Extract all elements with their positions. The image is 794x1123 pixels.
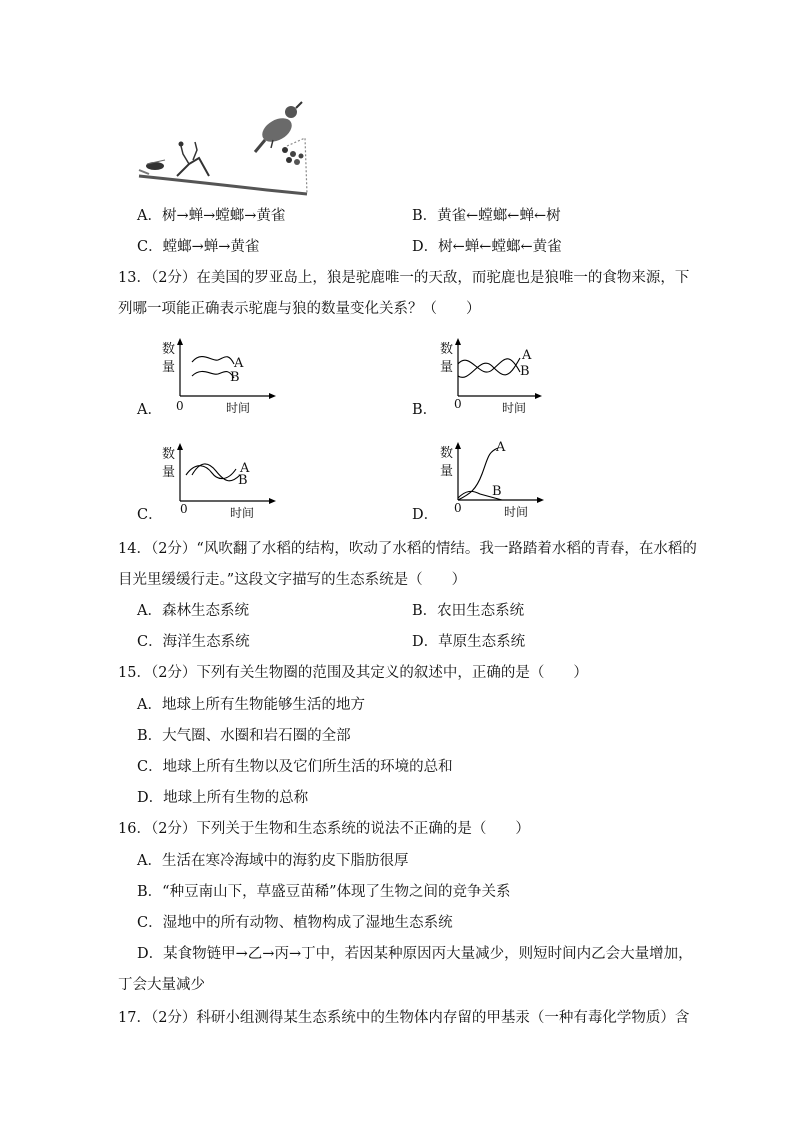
- graph-d-letter: D．: [412, 507, 439, 523]
- option-b: B．黄雀←螳螂←蝉←树: [412, 208, 561, 224]
- graph-b-x-label: 时间: [502, 401, 527, 415]
- graph-a: [158, 336, 278, 416]
- graph-c-origin: 0: [180, 502, 188, 516]
- graph-b-y-label-1: 数: [440, 342, 454, 357]
- graph-c-series-a: A: [240, 461, 250, 476]
- graph-d-series-b: B: [492, 484, 502, 499]
- graph-a-y-label-1: 数: [162, 342, 176, 357]
- option-c: C．螳螂→蝉→黄雀: [137, 239, 260, 255]
- q15-option-c: C．地球上所有生物以及它们所生活的环境的总和: [137, 759, 453, 775]
- q16-option-d: D．某食物链甲→乙→丙→丁中，若因某种原因丙大量减少，则短时间内乙会大量增加，: [137, 946, 693, 962]
- food-chain-illustration: [137, 98, 309, 196]
- q14-option-b: B．农田生态系统: [412, 603, 525, 619]
- q14-option-a: A．森林生态系统: [137, 603, 249, 619]
- graph-a-series-b: B: [230, 370, 240, 385]
- q15-option-d: D．地球上所有生物的总称: [137, 790, 309, 806]
- q16-option-b: B．“种豆南山下，草盛豆苗稀”体现了生物之间的竞争关系: [137, 884, 511, 900]
- graph-c-series-b: B: [238, 473, 248, 488]
- graph-c-letter: C．: [137, 507, 163, 523]
- graph-c-y-label-1: 数: [162, 447, 176, 462]
- q15-option-a: A．地球上所有生物能够生活的地方: [137, 697, 365, 713]
- q14-option-d: D．草原生态系统: [412, 634, 526, 650]
- q14-option-c: C．海洋生态系统: [137, 634, 250, 650]
- graph-b-y-label-2: 量: [440, 360, 454, 375]
- graph-b-series-a: A: [522, 348, 532, 363]
- graph-d-origin: 0: [454, 501, 462, 515]
- q16-option-d-continuation: 丁会大量减少: [118, 977, 205, 993]
- graph-a-letter: A．: [137, 402, 162, 418]
- graph-a-x-label: 时间: [226, 401, 251, 415]
- graph-d-x-label: 时间: [504, 505, 529, 519]
- question-17-line-1: 17．（2分）科研小组测得某生态系统中的生物体内存留的甲基汞（一种有毒化学物质）含: [118, 1010, 690, 1026]
- graph-d: [436, 440, 556, 520]
- graph-b-letter: B．: [412, 402, 438, 418]
- option-d: D．树←蝉←螳螂←黄雀: [412, 239, 562, 255]
- graph-c-y-label-2: 量: [162, 465, 176, 480]
- graph-c: [158, 441, 278, 521]
- graph-d-y-label-2: 量: [440, 464, 454, 479]
- graph-d-series-a: A: [496, 440, 506, 455]
- question-14-line-1: 14．（2分）“风吹翻了水稻的结构，吹动了水稻的情结。我一路踏着水稻的青春，在水稻的: [118, 541, 697, 557]
- graph-b: [436, 336, 556, 416]
- q16-option-c: C．湿地中的所有动物、植物构成了湿地生态系统: [137, 915, 453, 931]
- question-13-line-2: 列哪一项能正确表示驼鹿与狼的数量变化关系？（ ）: [118, 301, 481, 317]
- question-14-line-2: 目光里缓缓行走。”这段文字描写的生态系统是（ ）: [118, 572, 467, 588]
- question-15-line-1: 15．（2分）下列有关生物圈的范围及其定义的叙述中，正确的是（ ）: [118, 665, 588, 681]
- question-13-line-1: 13．（2分）在美国的罗亚岛上，狼是驼鹿唯一的天敌，而驼鹿也是狼唯一的食物来源，下: [118, 270, 690, 286]
- graph-a-y-label-2: 量: [162, 360, 176, 375]
- q16-option-a: A．生活在寒冷海域中的海豹皮下脂肪很厚: [137, 853, 409, 869]
- graph-b-series-b: B: [520, 364, 530, 379]
- graph-d-y-label-1: 数: [440, 446, 454, 461]
- graph-c-x-label: 时间: [230, 506, 255, 520]
- q15-option-b: B．大气圈、水圈和岩石圈的全部: [137, 728, 351, 744]
- graph-a-series-a: A: [234, 356, 244, 371]
- option-a: A．树→蝉→螳螂→黄雀: [137, 208, 286, 224]
- graph-b-origin: 0: [454, 397, 462, 411]
- graph-a-origin: 0: [176, 399, 184, 413]
- question-16-line-1: 16．（2分）下列关于生物和生态系统的说法不正确的是（ ）: [118, 821, 530, 837]
